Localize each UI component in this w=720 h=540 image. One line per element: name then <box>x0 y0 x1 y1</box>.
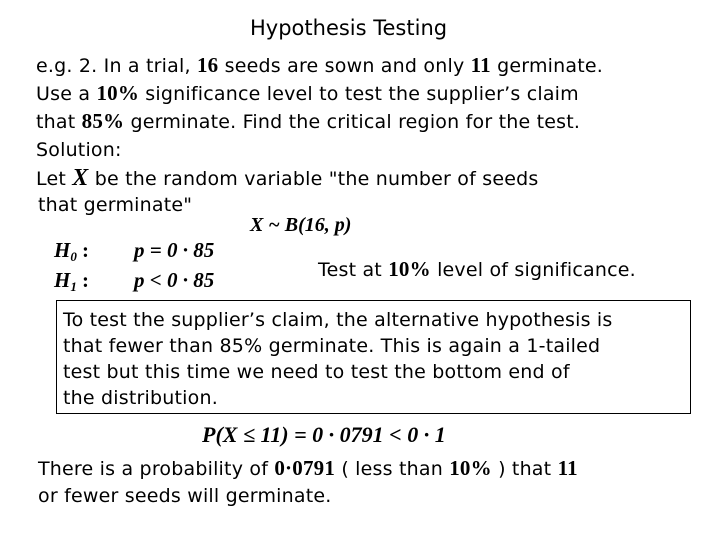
solution-text: Let <box>36 168 66 190</box>
box-line: that fewer than 85% germinate. This is again a 1-tailed <box>63 335 601 357</box>
test-text: level of significance. <box>437 259 636 281</box>
test-text: Test at <box>318 259 382 281</box>
conclusion-text: ( less than <box>341 458 443 480</box>
solution-text: be the random variable "the number of seeds <box>94 168 539 190</box>
conclusion-text: ) that <box>498 458 552 480</box>
conclusion-text: There is a probability of <box>38 458 269 480</box>
probability-statement: P(X ≤ 11) = 0 · 0791 < 0 · 1 <box>202 422 446 447</box>
h1-colon: : <box>81 268 89 292</box>
solution-line-2: that germinate" <box>38 194 193 216</box>
claim-percent: 85% <box>81 109 125 133</box>
page-title: Hypothesis Testing <box>250 16 448 40</box>
problem-line-3 <box>36 108 580 135</box>
solution-line-1 <box>36 165 539 192</box>
seed-count: 16 <box>196 53 219 77</box>
problem-text: seeds are sown and only <box>224 55 465 77</box>
problem-text: Use a <box>36 83 91 105</box>
box-line: the distribution. <box>63 387 218 409</box>
variable-x: X <box>72 165 89 191</box>
conclusion-significance: 10% <box>449 456 492 480</box>
problem-text: germinate. Find the critical region for the test. <box>130 111 581 133</box>
significance-level: 10% <box>96 81 140 105</box>
h1-symbol: H <box>54 268 71 292</box>
box-line: test but this time we need to test the bottom end of <box>63 361 570 383</box>
null-hypothesis <box>54 238 89 265</box>
problem-text: that <box>36 111 76 133</box>
h0-colon: : <box>81 238 89 262</box>
solution-heading: Solution: <box>36 139 122 161</box>
test-significance: 10% <box>388 257 431 281</box>
explanation-box <box>56 300 691 414</box>
h0-subscript: 0 <box>70 249 77 264</box>
germinate-count: 11 <box>470 53 491 77</box>
probability-value: 0·0791 <box>274 456 336 480</box>
conclusion-line-2: or fewer seeds will germinate. <box>38 485 332 507</box>
h1-subscript: 1 <box>70 279 77 294</box>
problem-line-2 <box>36 80 579 107</box>
problem-text: germinate. <box>497 55 604 77</box>
h1-expression: p < 0 · 85 <box>134 268 215 292</box>
problem-text: significance level to test the supplier’s claim <box>145 83 579 105</box>
test-level-line <box>318 256 636 283</box>
h0-symbol: H <box>54 238 71 262</box>
problem-line-1 <box>36 52 603 79</box>
distribution-formula: X ~ B(16, p) <box>250 214 352 236</box>
box-line: To test the supplier’s claim, the alternative hypothesis is <box>63 309 613 331</box>
problem-text: e.g. 2. In a trial, <box>36 55 191 77</box>
h0-expression: p = 0 · 85 <box>134 238 215 262</box>
conclusion-line-1 <box>38 455 578 482</box>
alternative-hypothesis <box>54 268 89 295</box>
conclusion-count: 11 <box>557 456 578 480</box>
